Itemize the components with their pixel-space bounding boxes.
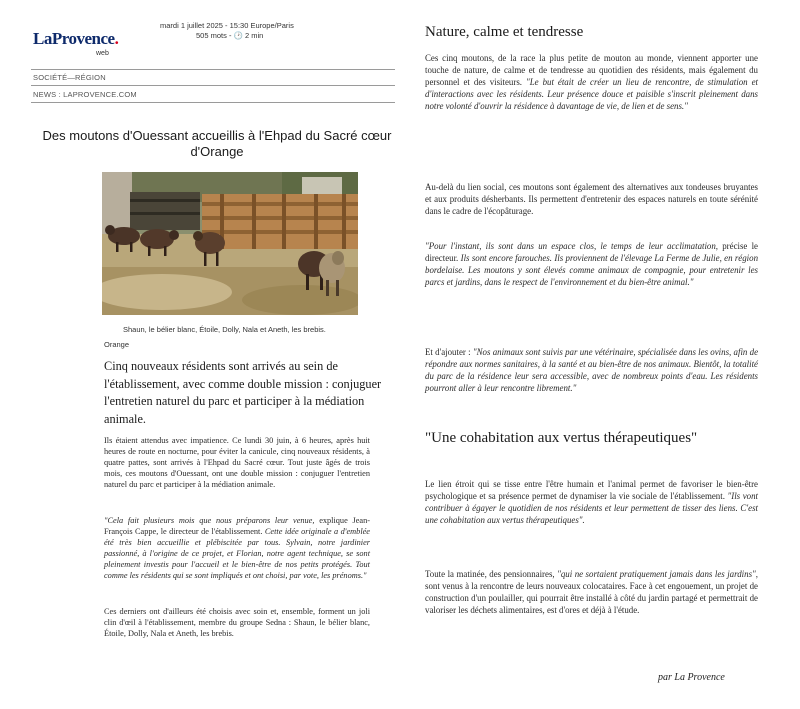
paragraph-quote — [425, 240, 758, 288]
quote-text: "Pour l'instant, ils sont dans un espace clos, le temps de leur acclimatation, — [425, 241, 719, 251]
paragraph-quote — [104, 515, 370, 581]
paragraph-text: Toute la matinée, des pensionnaires, — [425, 569, 558, 579]
logo-provence: Provence — [51, 29, 115, 48]
divider — [31, 85, 395, 86]
paragraph: Ils étaient attendus avec impatience. Ce lundi 30 juin, à 6 heures, après huit heures de route en nocturne, pour éviter la canicule, cinq nouveaux résidents, à quatre pattes, sont arrivés à l'Ehpad du Sacré cœur. Tout juste âgés de trois mois, ces moutons d'Ouessant, ont une double mission : conjuguer l'entretien naturel du parc et participer à la médiation animale. — [104, 436, 370, 489]
paragraph — [425, 478, 758, 526]
source-label: NEWS : LAPROVENCE.COM — [33, 90, 137, 99]
publication-datetime: mardi 1 juillet 2025 - 15:30 Europe/Paris — [160, 21, 294, 30]
logo-la: La — [33, 29, 52, 48]
quote-text: "Cela fait plusieurs mois que nous préparons leur venue, — [104, 516, 315, 525]
paragraph-text: , sont venus à la rencontre de leurs nouveaux colocataires. Face à cet engouement, un projet de construction d'un poulailler, qui pourrait être installé à côté du jardin partagé et permettrait de valoriser les déchets alimentaires, est d'ores et déjà à l'étude. — [425, 569, 758, 616]
photo-credit: Orange — [104, 340, 130, 349]
paragraph: Ces derniers ont d'ailleurs été choisis avec soin et, ensemble, forment un joli clin d'œil à l'établissement, membre du groupe Sedna : Shaun, le bélier blanc, Étoile, Dolly, Nala et Aneth, les brebis. — [104, 607, 370, 638]
word-count: 505 mots — [196, 31, 227, 40]
paragraph-quote — [425, 346, 758, 394]
paragraph-text: Et d'ajouter : — [425, 347, 473, 357]
article-title — [34, 128, 400, 160]
quote-text: "Nos animaux sont suivis par une vétérinaire, spécialisée dans les ovins, afin de répondre aux normes sanitaires, à la santé et au bien-être de nos animaux. Bientôt, la totalité du parc de la résidence leur sera accessible, avec de nombreux points d'eau. Les résidents pourront aller à leur rencontre librement." — [425, 347, 759, 394]
quote-attribution: précise le directeur. — [425, 241, 758, 264]
meta-separator: - — [226, 31, 234, 40]
section-label: SOCIÉTÉ—RÉGION — [33, 73, 106, 82]
section-heading: Nature, calme et tendresse — [425, 24, 584, 40]
clock-icon: 🕑 — [233, 31, 243, 40]
quote-text: "Le but était de créer un lieu de rencontre, de stimulation et d'interactions avec les résidents. Leur présence douce et paisible s'inscrit pleinement dans notre volonté d'ouvrir la résidence à davantage de vie, de lien et de sens." — [425, 77, 758, 112]
article-meta — [196, 31, 263, 40]
paragraph — [425, 568, 758, 616]
article-byline: par La Provence — [658, 672, 725, 683]
article-lead: Cinq nouveaux résidents sont arrivés au sein de l'établissement, avec comme double mission : conjuguer l'entretien naturel du parc et participer à la médiation animale. — [104, 359, 382, 426]
paragraph-text: Le lien étroit qui se tisse entre l'être humain et l'animal permet de favoriser le bien-être psychologique et sa présence permet de dynamiser la vie sociale de l'établissement. — [425, 479, 758, 502]
sheep-photo — [102, 172, 358, 315]
paragraph-text: Ces cinq moutons, de la race la plus petite de mouton au monde, viennent apporter une touche de nature, de calme et de tendresse au quotidien des résidents, mais également du personnel et des visiteurs. — [425, 53, 758, 88]
quote-text: "qui ne sortaient pratiquement jamais dans les jardins" — [557, 569, 756, 579]
logo-subtitle: web — [96, 50, 109, 57]
quote-text: Cette idée originale a d'emblée été très bien accueillie et plébiscitée par tous. Sylvain, notre jardinier passionné, à l'origine de ce projet, et Florian, notre agent technique, se sont pleinement investis pour l'accueil et le bien-être de nos petits protégés. Tout comme les résidents qui se sont impliqués et ont choisi, par vote, les prénoms." — [104, 527, 370, 580]
divider — [31, 102, 395, 103]
title-line-1: Des moutons d'Ouessant accueillis à l'Ehpad du Sacré cœur — [42, 128, 392, 143]
quote-text: "Ils vont contribuer à égayer le quotidien de nos résidents et leur permettent de tisser des liens. C'est une cohabitation aux vertus thérapeutiques". — [425, 491, 758, 526]
divider — [31, 69, 395, 70]
quote-attribution: explique Jean-François Cappe, le directeur de l'établissement. — [104, 516, 370, 536]
newspaper-logo[interactable] — [33, 30, 119, 48]
paragraph: Au-delà du lien social, ces moutons sont également des alternatives aux tondeuses bruyantes et aux produits désherbants. Ils permettent d'entretenir des espaces naturels en toute sérénité dans le cadre de l'écopâturage. — [425, 182, 758, 217]
quote-text: Ils sont encore farouches. Ils proviennent de l'élevage La Ferme de Julie, en région bordelaise. Les moutons y sont élevés comme animaux de compagnie, pour entretenir les parcs et jardins, dans le respect de l'environnement et du bien-être animal." — [425, 253, 759, 288]
photo-caption: Shaun, le bélier blanc, Étoile, Dolly, Nala et Aneth, les brebis. — [123, 325, 326, 334]
section-heading: "Une cohabitation aux vertus thérapeutiques" — [425, 430, 698, 446]
title-line-2: d'Orange — [190, 144, 244, 159]
paragraph — [425, 52, 758, 112]
reading-time: 2 min — [242, 31, 264, 40]
logo-dot: . — [114, 29, 119, 48]
